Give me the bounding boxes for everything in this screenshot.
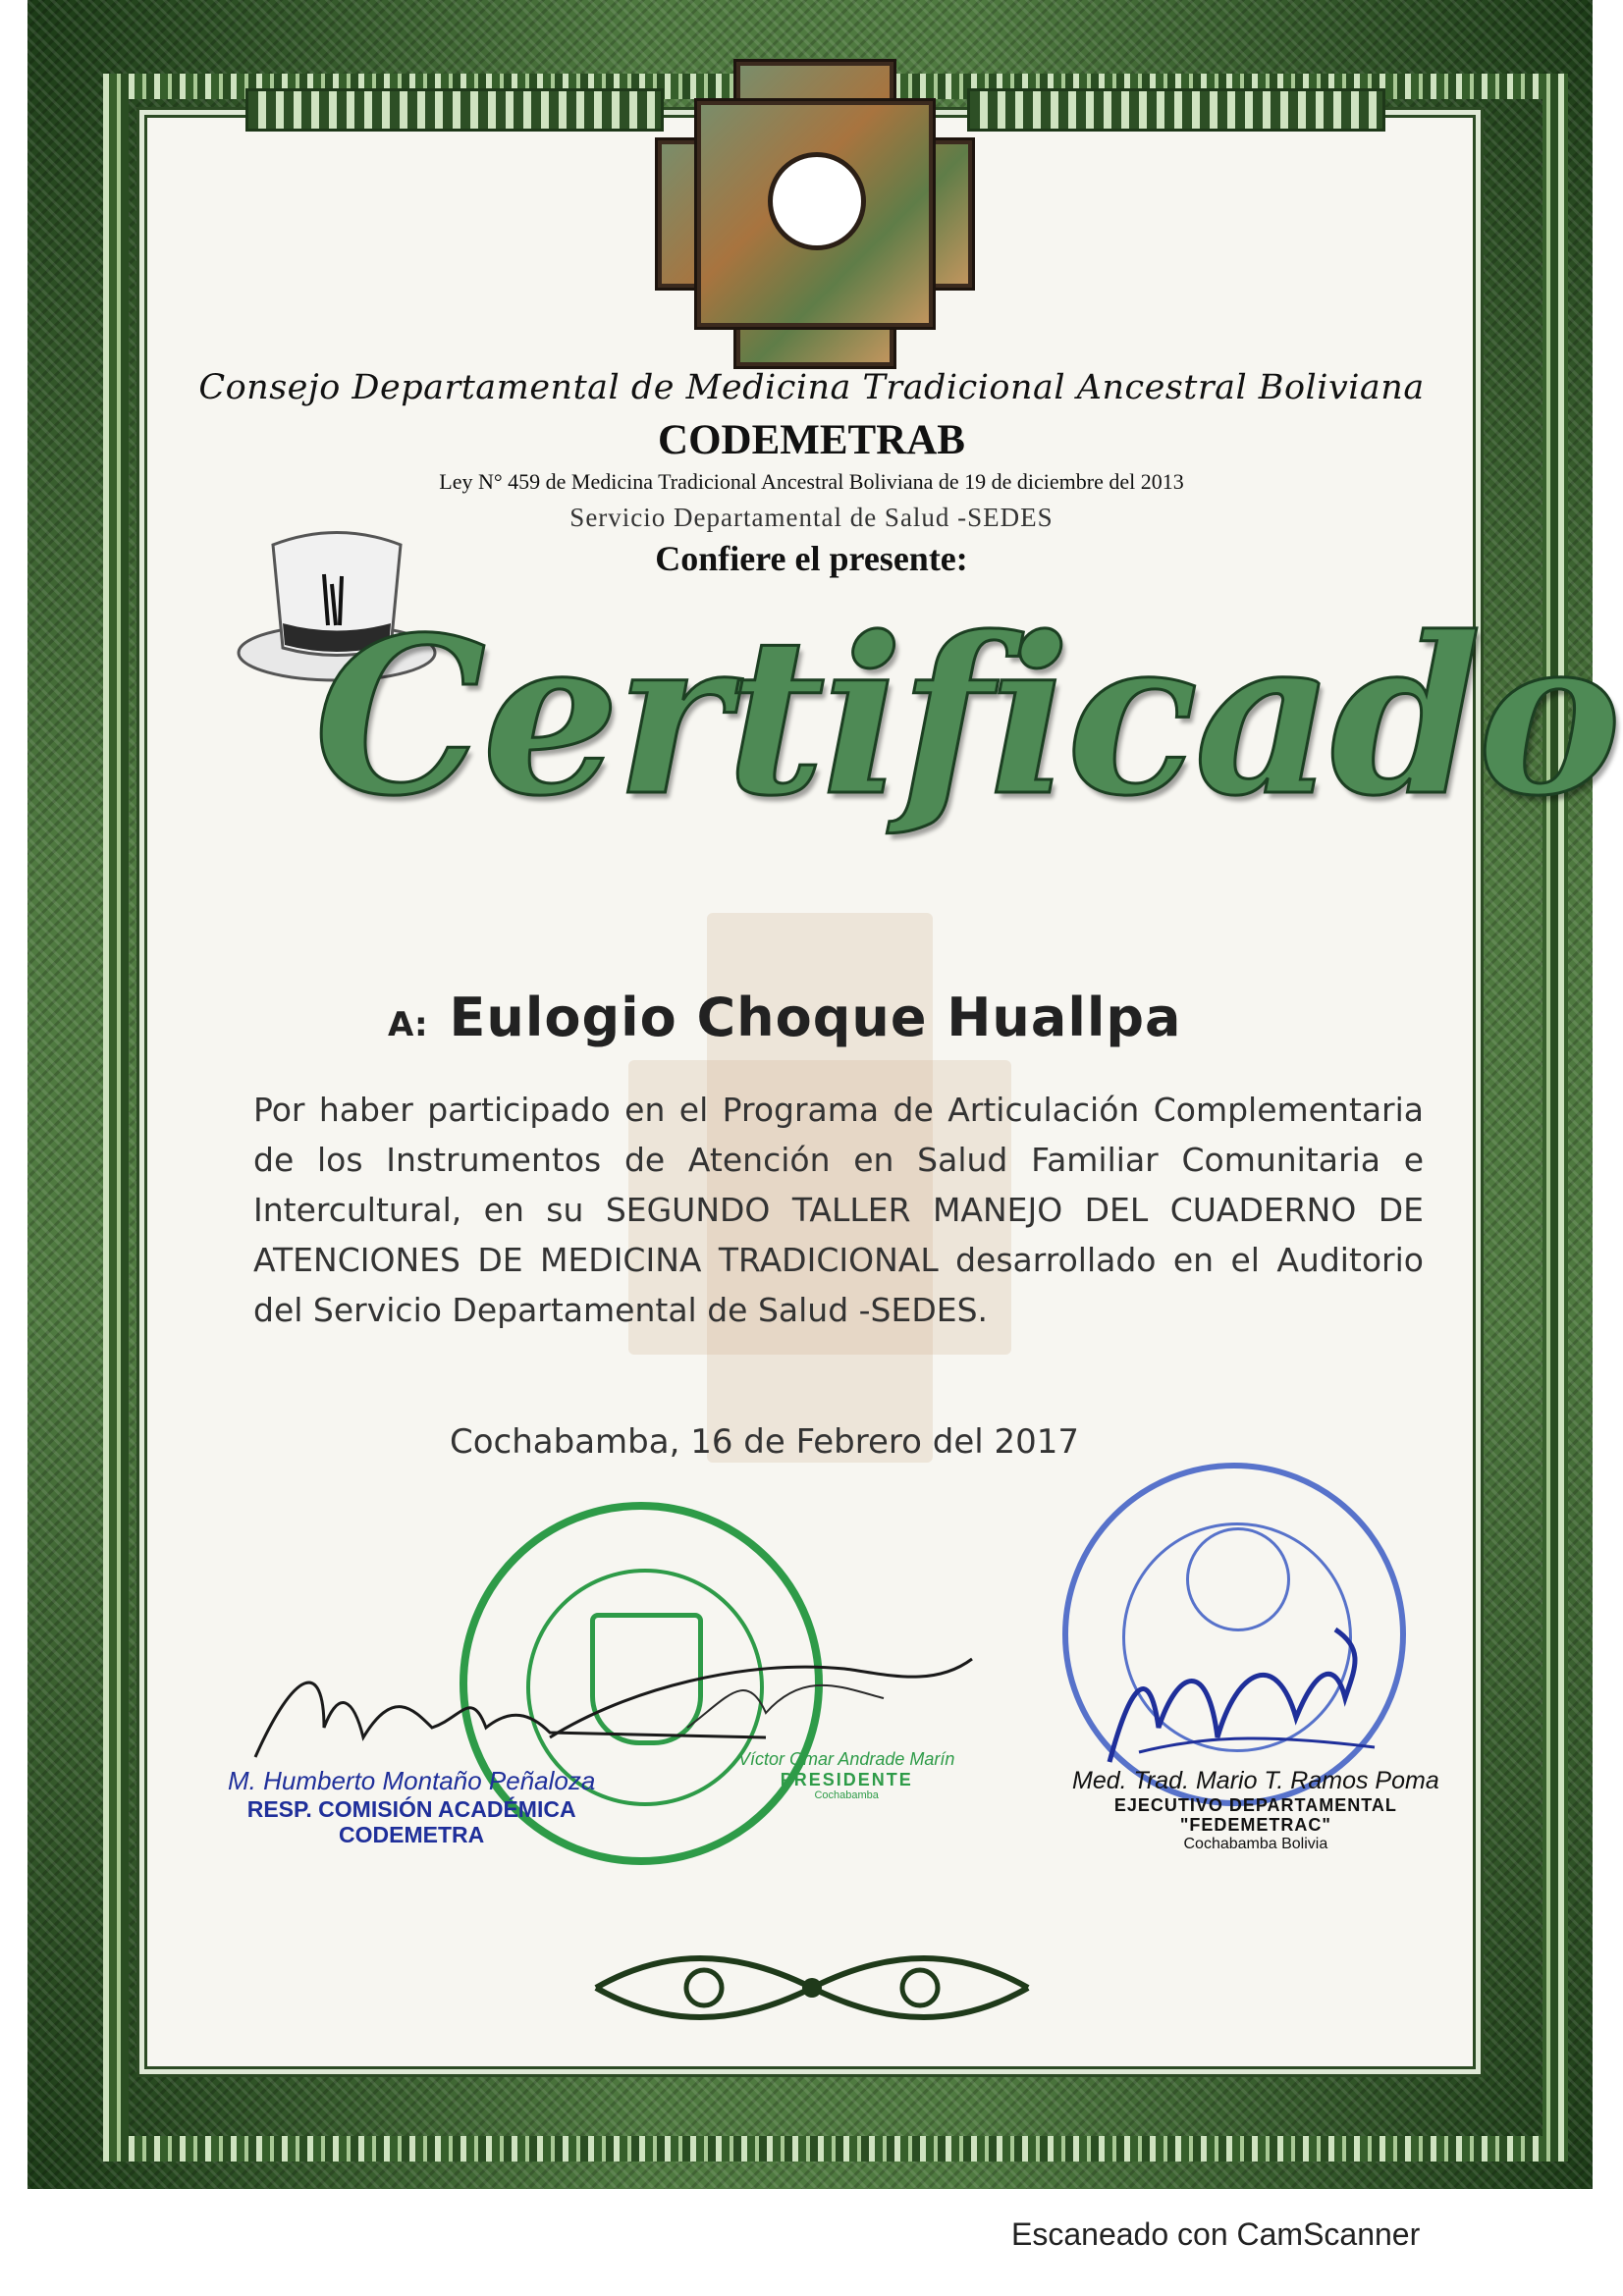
scanner-watermark-text: Escaneado con CamScanner xyxy=(1011,2216,1421,2252)
recipient-prefix: A: xyxy=(388,1005,428,1044)
signature-right-name: Med. Trad. Mario T. Ramos Poma xyxy=(1072,1767,1439,1794)
certificate-title: Certificado xyxy=(314,589,1618,843)
signature-left-org: CODEMETRA xyxy=(339,1822,485,1848)
signature-right-org: "FEDEMETRAC" xyxy=(1179,1815,1331,1836)
recipient-name: Eulogio Choque Huallpa xyxy=(449,987,1182,1048)
place-and-date: Cochabamba, 16 de Febrero del 2017 xyxy=(450,1422,1080,1462)
confers-line: Confiere el presente: xyxy=(655,539,968,578)
signature-right-location: Cochabamba Bolivia xyxy=(1183,1836,1328,1853)
law-reference: Ley N° 459 de Medicina Tradicional Ancestral Boliviana de 19 de diciembre del 2013 xyxy=(439,469,1184,494)
signature-right-role: EJECUTIVO DEPARTAMENTAL xyxy=(1113,1794,1397,1815)
signature-left-name: M. Humberto Montaño Peñaloza xyxy=(228,1766,596,1795)
signature-middle xyxy=(738,1749,954,1802)
signature-right xyxy=(1072,1767,1439,1854)
bottom-flourish-ornament xyxy=(586,1949,1038,2027)
organization-name: Consejo Departamental de Medicina Tradicional Ancestral Boliviana xyxy=(198,368,1425,407)
certificate-body: Por haber participado en el Programa de Articulación Complementaria de los Instrumentos de Atención en Salud Familiar Comunitaria e Intercultural, en su SEGUNDO TALLER MANEJO DEL CUADERNO DE ATENCIONES DE MEDICINA TRADICIONAL desarrollado en el Auditorio del Servicio Departamental de Salud -SEDES. xyxy=(253,1091,1424,1329)
signature-middle-name: Víctor Omar Andrade Marín xyxy=(738,1749,955,1769)
signature-middle-org: Cochabamba xyxy=(814,1789,879,1802)
signature-left xyxy=(228,1767,595,1848)
signature-left-role: RESP. COMISIÓN ACADÉMICA xyxy=(246,1795,576,1822)
organization-acronym: CODEMETRAB xyxy=(658,417,965,463)
health-service: Servicio Departamental de Salud -SEDES xyxy=(569,503,1054,532)
signature-middle-role: PRESIDENTE xyxy=(780,1769,913,1789)
